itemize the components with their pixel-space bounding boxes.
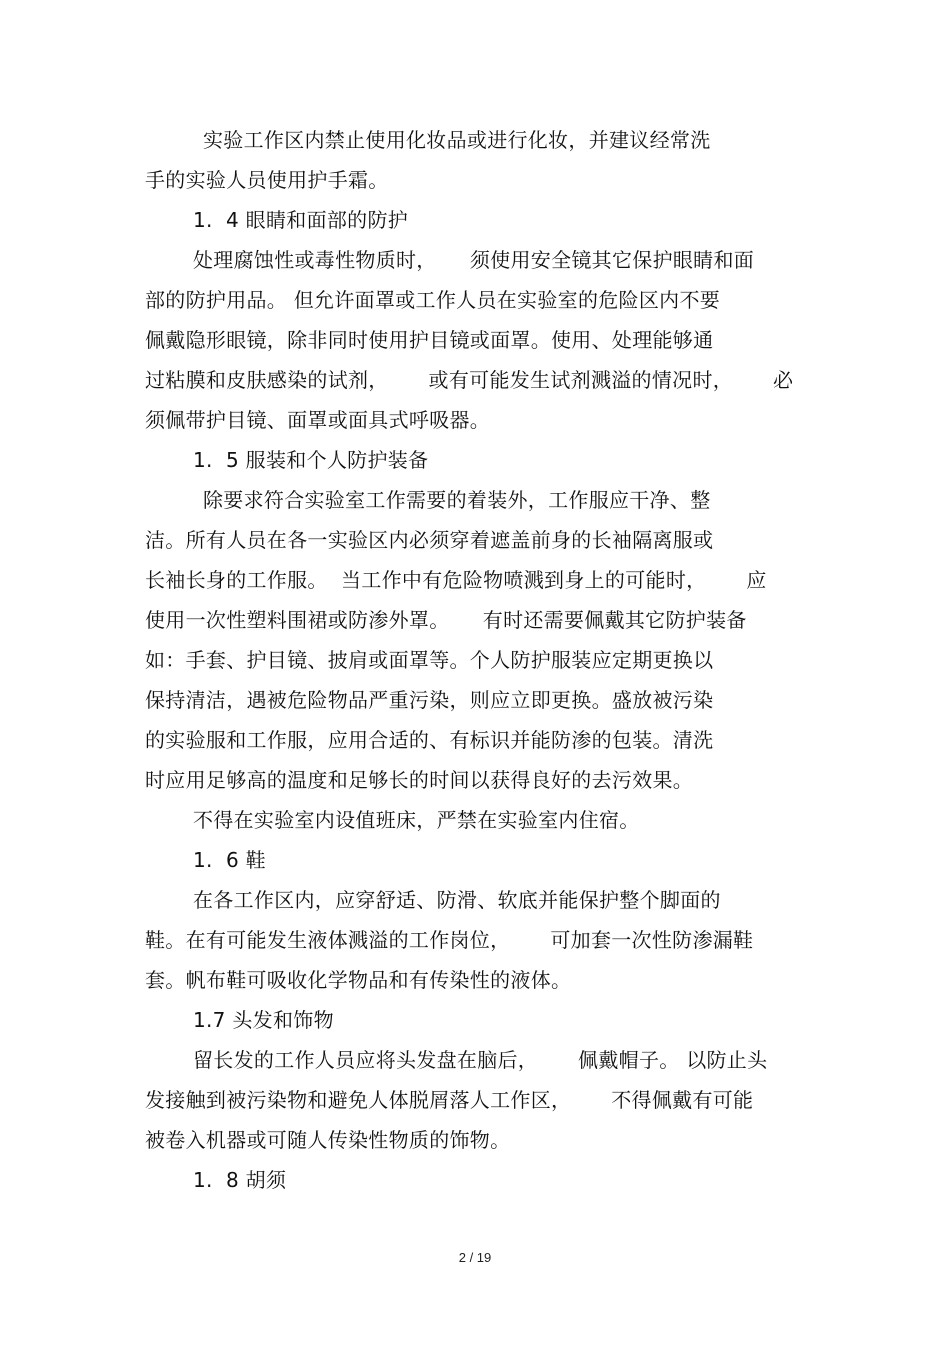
- section-heading: 1. 6 鞋: [193, 848, 266, 872]
- section-heading: 1. 4 眼睛和面部的防护: [193, 208, 409, 232]
- text-line: 过粘膜和皮肤感染的试剂， 或有可能发生试剂溅溢的情况时， 必: [145, 368, 794, 392]
- text-line: 时应用足够高的温度和足够长的时间以获得良好的去污效果。: [145, 768, 694, 792]
- text-line: 保持清洁，遇被危险物品严重污染，则应立即更换。盛放被污染: [145, 688, 714, 712]
- text-line: 实验工作区内禁止使用化妆品或进行化妆，并建议经常洗: [203, 128, 711, 152]
- text-line: 使用一次性塑料围裙或防渗外罩。 有时还需要佩戴其它防护装备: [145, 608, 747, 632]
- text-line: 如：手套、护目镜、披肩或面罩等。个人防护服装应定期更换以: [145, 648, 714, 672]
- text-line: 鞋。在有可能发生液体溅溢的工作岗位， 可加套一次性防渗漏鞋: [145, 928, 754, 952]
- text-line: 被卷入机器或可随人传染性物质的饰物。: [145, 1128, 511, 1152]
- text-line: 长袖长身的工作服。 当工作中有危险物喷溅到身上的可能时， 应: [145, 568, 767, 592]
- text-line: 洁。所有人员在各一实验区内必须穿着遮盖前身的长袖隔离服或: [145, 528, 714, 552]
- text-line: 须佩带护目镜、面罩或面具式呼吸器。: [145, 408, 491, 432]
- text-line: 处理腐蚀性或毒性物质时， 须使用安全镜其它保护眼睛和面: [193, 248, 755, 272]
- text-line: 在各工作区内，应穿舒适、防滑、软底并能保护整个脚面的: [193, 888, 721, 912]
- text-line: 部的防护用品。 但允许面罩或工作人员在实验室的危险区内不要: [145, 288, 721, 312]
- section-heading: 1. 5 服装和个人防护装备: [193, 448, 429, 472]
- text-line: 不得在实验室内设值班床，严禁在实验室内住宿。: [193, 808, 640, 832]
- text-line: 留长发的工作人员应将头发盘在脑后， 佩戴帽子。 以防止头: [193, 1048, 768, 1072]
- page-indicator: 2 / 19: [458, 1250, 492, 1265]
- text-line: 手的实验人员使用护手霜。: [145, 168, 389, 192]
- section-heading: 1.7 头发和饰物: [193, 1008, 334, 1032]
- text-line: 发接触到被污染物和避免人体脱屑落人工作区， 不得佩戴有可能: [145, 1088, 754, 1112]
- text-line: 的实验服和工作服，应用合适的、有标识并能防渗的包装。清洗: [145, 728, 714, 752]
- text-line: 套。帆布鞋可吸收化学物品和有传染性的液体。: [145, 968, 572, 992]
- section-heading: 1. 8 胡须: [193, 1168, 287, 1192]
- text-line: 佩戴隐形眼镜，除非同时使用护目镜或面罩。使用、处理能够通: [145, 328, 714, 352]
- text-line: 除要求符合实验室工作需要的着装外，工作服应干净、整: [203, 488, 711, 512]
